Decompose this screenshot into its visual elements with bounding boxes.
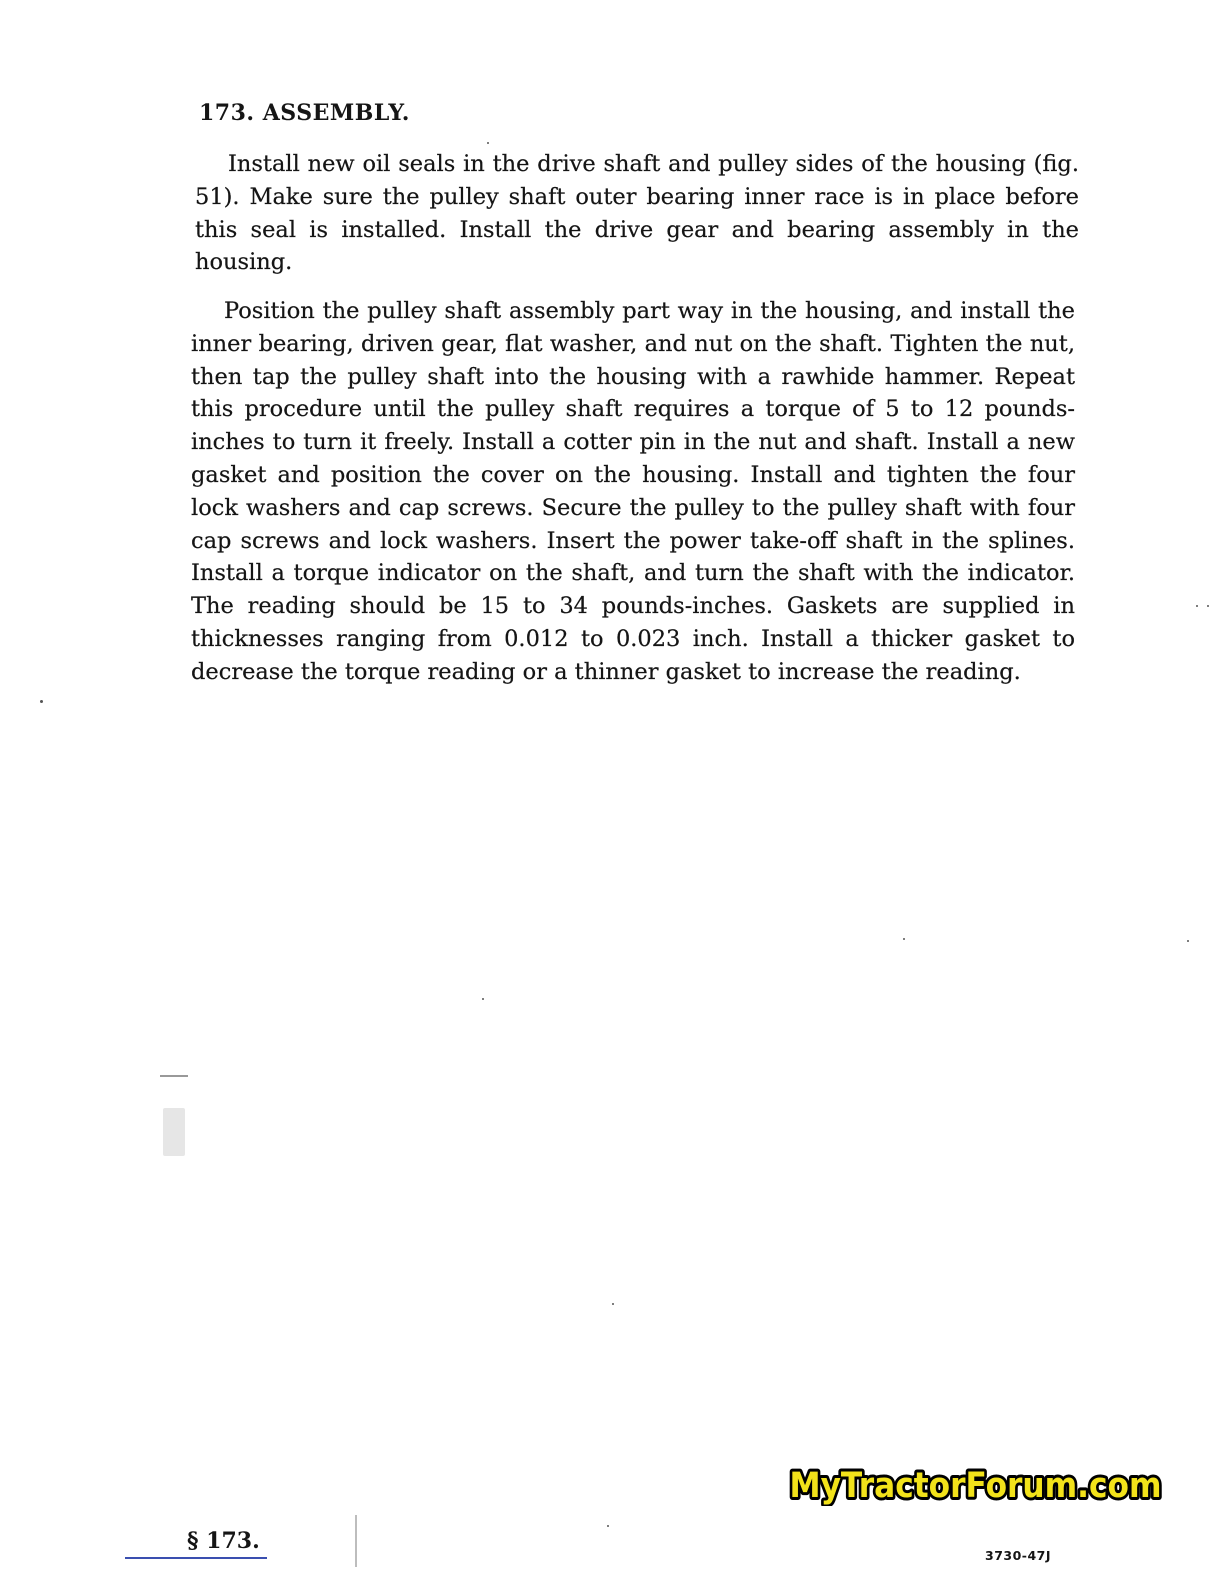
scan-speck [482,998,484,1000]
scan-speck [1207,605,1209,607]
scan-speck [40,700,43,703]
scan-speck [612,1303,614,1305]
scan-speck [903,938,905,940]
svg-text:MyTractorForum.com: MyTractorForum.com [789,1466,1162,1506]
paragraph-2: Position the pulley shaft assembly part way in the housing, and install the inner bearing, driven gear, flat washer, and nut on the shaft. Tighten the nut, then tap the pulley shaft into the housing with a rawhide hammer. Repeat this procedure until the pulley shaft requires a torque of 5 to 12 pounds-inches to turn it freely. Install a cotter pin in the nut and shaft. Install a new gasket and position the cover on the housing. Install and tighten the four lock washers and cap screws. Secure the pulley to the pulley shaft with four cap screws and lock washers. Insert the power take-off shaft in the splines. Install a torque indicator on the shaft, and turn the shaft with the indicator. The reading should be 15 to 34 pounds-inches. Gaskets are supplied in thicknesses ranging from 0.012 to 0.023 inch. Install a thicker gasket to decrease the torque reading or a thinner gasket to increase the reading. [191,298,1075,685]
scan-speck [1187,940,1189,942]
section-reference-underline [125,1557,267,1559]
scan-speck [160,1075,188,1077]
scan-speck [163,1108,185,1156]
scan-speck [355,1515,357,1567]
mytractorforum-logo [784,1458,1167,1506]
document-code: 3730-47J [985,1548,1052,1563]
section-reference: § 173. [187,1528,260,1554]
scan-speck [1196,605,1198,607]
paragraph-1: Install new oil seals in the drive shaft and pulley sides of the housing (fig. 51). Make sure the pulley shaft outer bearing inner race is in place before this seal is installed. Install the drive gear and bearing assembly in the housing. [195,151,1079,276]
section-heading: 173. ASSEMBLY. [199,100,410,126]
scan-speck [607,1525,609,1527]
scan-speck [487,142,489,144]
